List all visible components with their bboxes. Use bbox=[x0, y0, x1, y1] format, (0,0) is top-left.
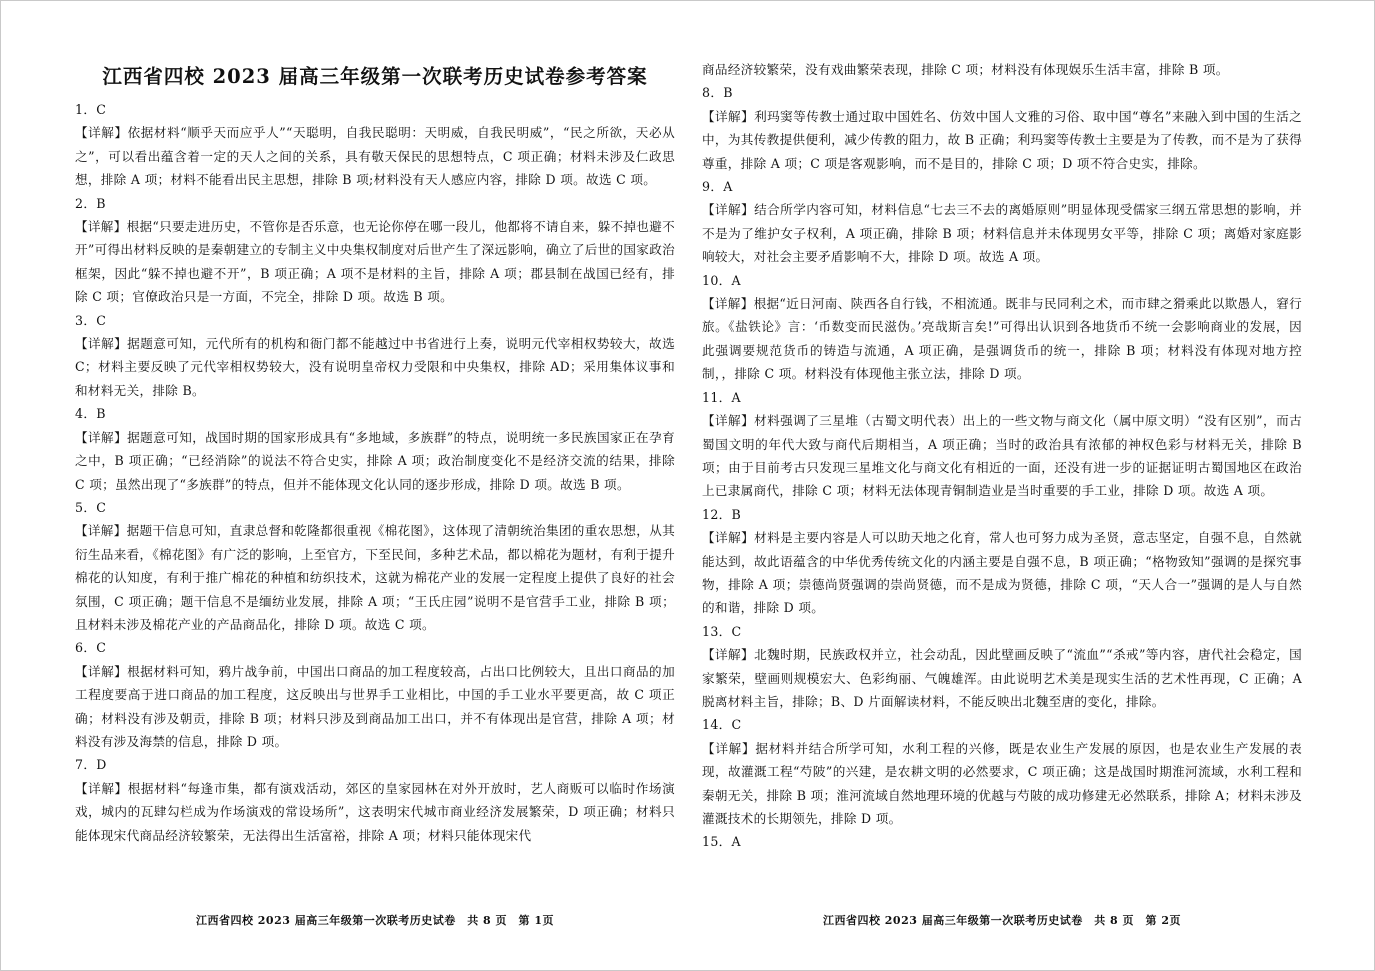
answer-explanation: 【详解】根据“近日河南、陕西各自行钱，不相流通。既非与民同利之术，而市肆之猾乘此以欺愚人，窘行旅。《盐铁论》言：‘币数变而民滋伪。’亮哉斯言矣!”可得出认识到各地货币不统一会影响商业的发展，因此强调要规范货币的铸造与流通，A 项正确，是强调货币的统一，排除 B 项；材料没有体现对地方控制，，排除 C 项。材料没有体现他主张立法，排除 D 项。 bbox=[702, 296, 1302, 382]
answer-number: 2．B bbox=[75, 195, 106, 211]
answer-number: 8．B bbox=[702, 85, 733, 101]
answer-number: 7．D bbox=[75, 757, 107, 773]
answer-block bbox=[75, 98, 675, 192]
answer-block bbox=[75, 309, 675, 403]
answer-block bbox=[702, 620, 1302, 714]
top-margin bbox=[702, 0, 1302, 58]
right-column bbox=[702, 0, 1302, 854]
answer-block bbox=[75, 402, 675, 496]
answer-block bbox=[702, 175, 1302, 269]
answer-explanation: 【详解】结合所学内容可知，材料信息“七去三不去的离婚原则”明显体现受儒家三纲五常思想的影响，并不是为了维护女子权利，A 项正确，排除 B 项；材料信息并未体现男女平等，排除 C 项；离婚对家庭影响较大，对社会主要矛盾影响不大，排除 D 项。故选 A 项。 bbox=[702, 202, 1302, 265]
answer-number: 13．C bbox=[702, 623, 742, 639]
answer-explanation: 【详解】据题意可知，元代所有的机构和衙门都不能越过中书省进行上奏，说明元代宰相权势较大，故选 C；材料主要反映了元代宰相权势较大，没有说明皇帝权力受限和中央集权，排除 AD；采用集体议事和和材料无关，排除 B。 bbox=[75, 336, 675, 398]
answer-number: 1．C bbox=[75, 102, 107, 117]
answer-number: 3．C bbox=[75, 312, 107, 328]
answer-explanation: 【详解】北魏时期，民族政权并立，社会动乱，因此壁画反映了“流血”“杀戒”等内容，唐代社会稳定，国家繁荣，壁画则规模宏大、色彩绚丽、气魄雄浑。由此说明艺术美是现实生活的艺术性再现，C 正确；A 脱离材料主旨，排除；B、D 片面解读材料，不能反映出北魏至唐的变化，排除。 bbox=[702, 647, 1302, 709]
answer-explanation: 【详解】据材料并结合所学可知，水利工程的兴修，既是农业生产发展的原因，也是农业生产发展的表现，故灌溉工程“芍陂”的兴建，是农耕文明的必然要求，C 项正确；这是战国时期淮河流域，水利工程和秦朝无关，排除 B 项；淮河流域自然地理环境的优越与芍陂的成功修建无必然联系，排除 A；材料未涉及灌溉技术的长期领先，排除 D 项。 bbox=[702, 740, 1302, 826]
page-footer-right: 江西省四校 2023 届高三年级第一次联考历史试卷 共 8 页 第 2页 bbox=[822, 914, 1182, 927]
answer-block bbox=[702, 713, 1302, 830]
answer-number: 11．A bbox=[702, 389, 741, 405]
answer-explanation: 【详解】据题意可知，战国时期的国家形成具有“多地域，多族群”的特点，说明统一多民族国家正在孕育之中，B 项正确；“已经消除”的说法不符合史实，排除 A 项；政治制度变化不是经济交流的结果，排除 C 项；虽然出现了“多族群”的特点，但并不能体现文化认同的逐步形成，排除 D 项。故选 B 项。 bbox=[75, 429, 675, 492]
answer-block bbox=[702, 81, 1302, 175]
answer-number: 14．C bbox=[702, 717, 742, 733]
answer-block bbox=[75, 636, 675, 753]
answer-number: 12．B bbox=[702, 506, 742, 522]
answer-number: 6．C bbox=[75, 640, 107, 656]
answer-explanation: 【详解】根据“只要走进历史，不管你是否乐意，也无论你停在哪一段儿，他都将不请自来，躲不掉也避不开”可得出材料反映的是秦朝建立的专制主义中央集权制度对后世产生了深远影响，确立了后世的国家政治框架，因此“躲不掉也避不开”，B 项正确；A 项不是材料的主旨，排除 A 项；郡县制在战国已经有，排除 C 项；官僚政治只是一方面，不完全，排除 D 项。故选 B 项。 bbox=[75, 219, 675, 305]
answer-number: 10．A bbox=[702, 272, 741, 288]
answer-explanation: 【详解】依据材料“顺乎天而应乎人”“天聪明，自我民聪明：天明威，自我民明威”，“民之所欲，天必从之”，可以看出蕴含着一定的天人之间的关系，具有敬天保民的思想特点，C 项正确；材料未涉及仁政思想，排除 A 项；材料不能看出民主思想，排除 B 项;材料没有天人感应内容，排除 D 项。故选 C 项。 bbox=[75, 125, 675, 188]
left-column bbox=[75, 0, 675, 847]
answer-explanation: 【详解】材料是主要内容是人可以助天地之化育，常人也可努力成为圣贤，意志坚定，自强不息，自然就能达到，故此语蕴含的中华优秀传统文化的内涵主要是自强不息，B 项正确；“格物致知”强调的是探究事物，排除 A 项；崇德尚贤强调的崇尚贤德，而不是成为贤德，排除 C 项，“天人合一”强调的是人与自然的和谐，排除 D 项。 bbox=[702, 530, 1302, 616]
answer-block-continued bbox=[702, 58, 1302, 81]
answer-number: 9．A bbox=[702, 179, 733, 195]
answer-number: 5．C bbox=[75, 499, 107, 515]
page-footer-left: 江西省四校 2023 届高三年级第一次联考历史试卷 共 8 页 第 1页 bbox=[195, 914, 555, 927]
answer-explanation: 【详解】根据材料可知，鸦片战争前，中国出口商品的加工程度较高，占出口比例较大，且出口商品的加工程度要高于进口商品的加工程度，这反映出与世界手工业相比，中国的手工业水平要更高，故 C 项正确；材料没有涉及朝贡，排除 B 项；材料只涉及到商品加工出口，并不有体现出是官营，排除 A 项；材料没有涉及海禁的信息，排除 D 项。 bbox=[75, 663, 675, 749]
answer-explanation: 商品经济较繁荣，没有戏曲繁荣表现，排除 C 项；材料没有体现娱乐生活丰富，排除 B 项。 bbox=[702, 62, 1229, 77]
answer-explanation: 【详解】据题干信息可知，直隶总督和乾隆都很重视《棉花图》，这体现了清朝统治集团的重农思想，从其衍生品来看，《棉花图》有广泛的影响，上至官方，下至民间，多种艺术品，都以棉花为题材，有利于提升棉花的认知度，有利于推广棉花的种植和纺织技术，这就为棉花产业的发展一定程度上提供了良好的社会氛围，C 项正确；题干信息不是缅纺业发展，排除 A 项；“王氏庄园”说明不是官营手工业，排除 B 项；且材料未涉及棉花产业的产品商品化，排除 D 项。故选 C 项。 bbox=[75, 523, 675, 632]
answer-block bbox=[702, 269, 1302, 386]
answer-explanation: 【详解】根据材料“每逢市集，都有演戏活动，郊区的皇家园林在对外开放时，艺人商贩可以临时作场演戏，城内的瓦肆勾栏成为作场演戏的常设场所”，这表明宋代城市商业经济发展繁荣，D 项正确；材料只能体现宋代商品经济较繁荣，无法得出生活富裕，排除 A 项；材料只能体现宋代 bbox=[75, 780, 675, 843]
answer-block bbox=[702, 830, 1302, 853]
answer-number: 4．B bbox=[75, 406, 106, 422]
answer-explanation: 【详解】材料强调了三星堆（古蜀文明代表）出上的一些文物与商文化（属中原文明）“没有区别”，而古蜀国文明的年代大致与商代后期相当，A 项正确；当时的政治具有浓郁的神权色彩与材料无关，排除 B 项；由于目前考古只发现三星堆文化与商文化有相近的一面，还没有进一步的证据证明古蜀国地区在政治上已隶属商代，排除 C 项；材料无法体现青铜制造业是当时重要的手工业，排除 D 项。故选 A 项。 bbox=[702, 413, 1302, 499]
answer-block bbox=[75, 192, 675, 309]
answer-explanation: 【详解】利玛窦等传教士通过取中国姓名、仿效中国人文雅的习俗、取中国“尊名”来融入到中国的生活之中，为其传教提供便利，减少传教的阻力，故 B 正确；利玛窦等传教士主要是为了传教，而不是为了获得尊重，排除 A 项；C 项是客观影响，而不是目的，排除 C 项；D 项不符合史实，排除。 bbox=[702, 108, 1302, 171]
answer-block bbox=[75, 496, 675, 636]
answer-block bbox=[702, 386, 1302, 503]
answer-block bbox=[702, 503, 1302, 620]
answer-number: 15．A bbox=[702, 834, 741, 850]
page-title: 江西省四校 2023 届高三年级第一次联考历史试卷参考答案 bbox=[102, 65, 648, 88]
answer-block bbox=[75, 753, 675, 847]
